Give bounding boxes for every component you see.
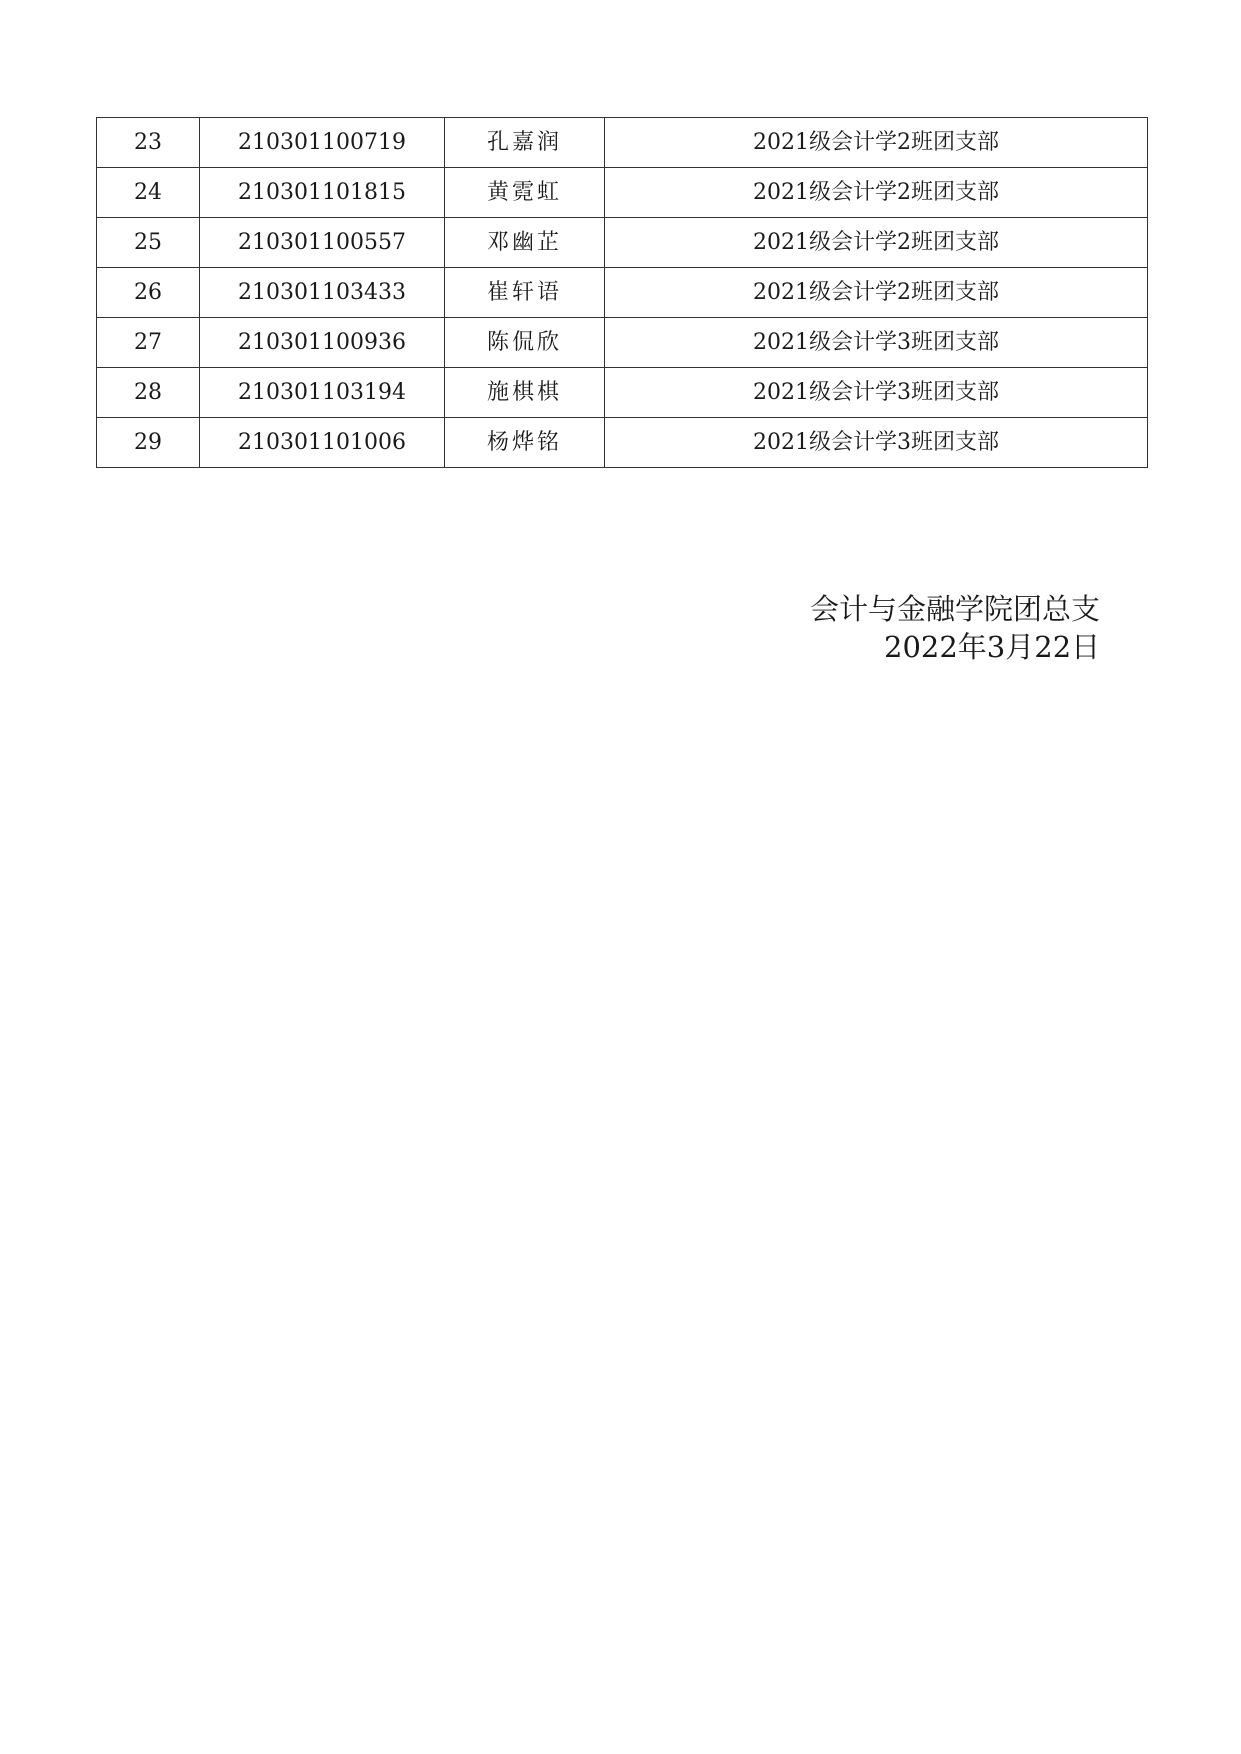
student-name: 黄霓虹	[445, 168, 605, 218]
student-id: 210301100719	[200, 118, 445, 168]
student-id: 210301101006	[200, 418, 445, 468]
row-number: 26	[97, 268, 200, 318]
student-name: 杨烨铭	[445, 418, 605, 468]
student-name: 邓幽芷	[445, 218, 605, 268]
row-number: 25	[97, 218, 200, 268]
league-branch: 2021级会计学2班团支部	[605, 168, 1148, 218]
signoff-block	[810, 590, 1140, 666]
row-number: 24	[97, 168, 200, 218]
league-branch: 2021级会计学2班团支部	[605, 268, 1148, 318]
student-id: 210301101815	[200, 168, 445, 218]
student-id: 210301103433	[200, 268, 445, 318]
table-row	[97, 118, 1148, 168]
student-name: 陈侃欣	[445, 318, 605, 368]
roster-table	[96, 117, 1148, 468]
league-branch: 2021级会计学3班团支部	[605, 318, 1148, 368]
student-name: 崔轩语	[445, 268, 605, 318]
row-number: 28	[97, 368, 200, 418]
row-number: 27	[97, 318, 200, 368]
student-name: 施棋棋	[445, 368, 605, 418]
student-id: 210301100936	[200, 318, 445, 368]
row-number: 23	[97, 118, 200, 168]
table-row	[97, 168, 1148, 218]
league-branch: 2021级会计学3班团支部	[605, 368, 1148, 418]
table-row	[97, 268, 1148, 318]
table-row	[97, 318, 1148, 368]
student-id: 210301100557	[200, 218, 445, 268]
student-id: 210301103194	[200, 368, 445, 418]
student-name: 孔嘉润	[445, 118, 605, 168]
row-number: 29	[97, 418, 200, 468]
table-row	[97, 418, 1148, 468]
issuing-organization: 会计与金融学院团总支	[810, 592, 1101, 626]
league-branch: 2021级会计学2班团支部	[605, 218, 1148, 268]
table-row	[97, 368, 1148, 418]
league-branch: 2021级会计学3班团支部	[605, 418, 1148, 468]
table-row	[97, 218, 1148, 268]
issue-date: 2022年3月22日	[884, 630, 1101, 664]
league-branch: 2021级会计学2班团支部	[605, 118, 1148, 168]
